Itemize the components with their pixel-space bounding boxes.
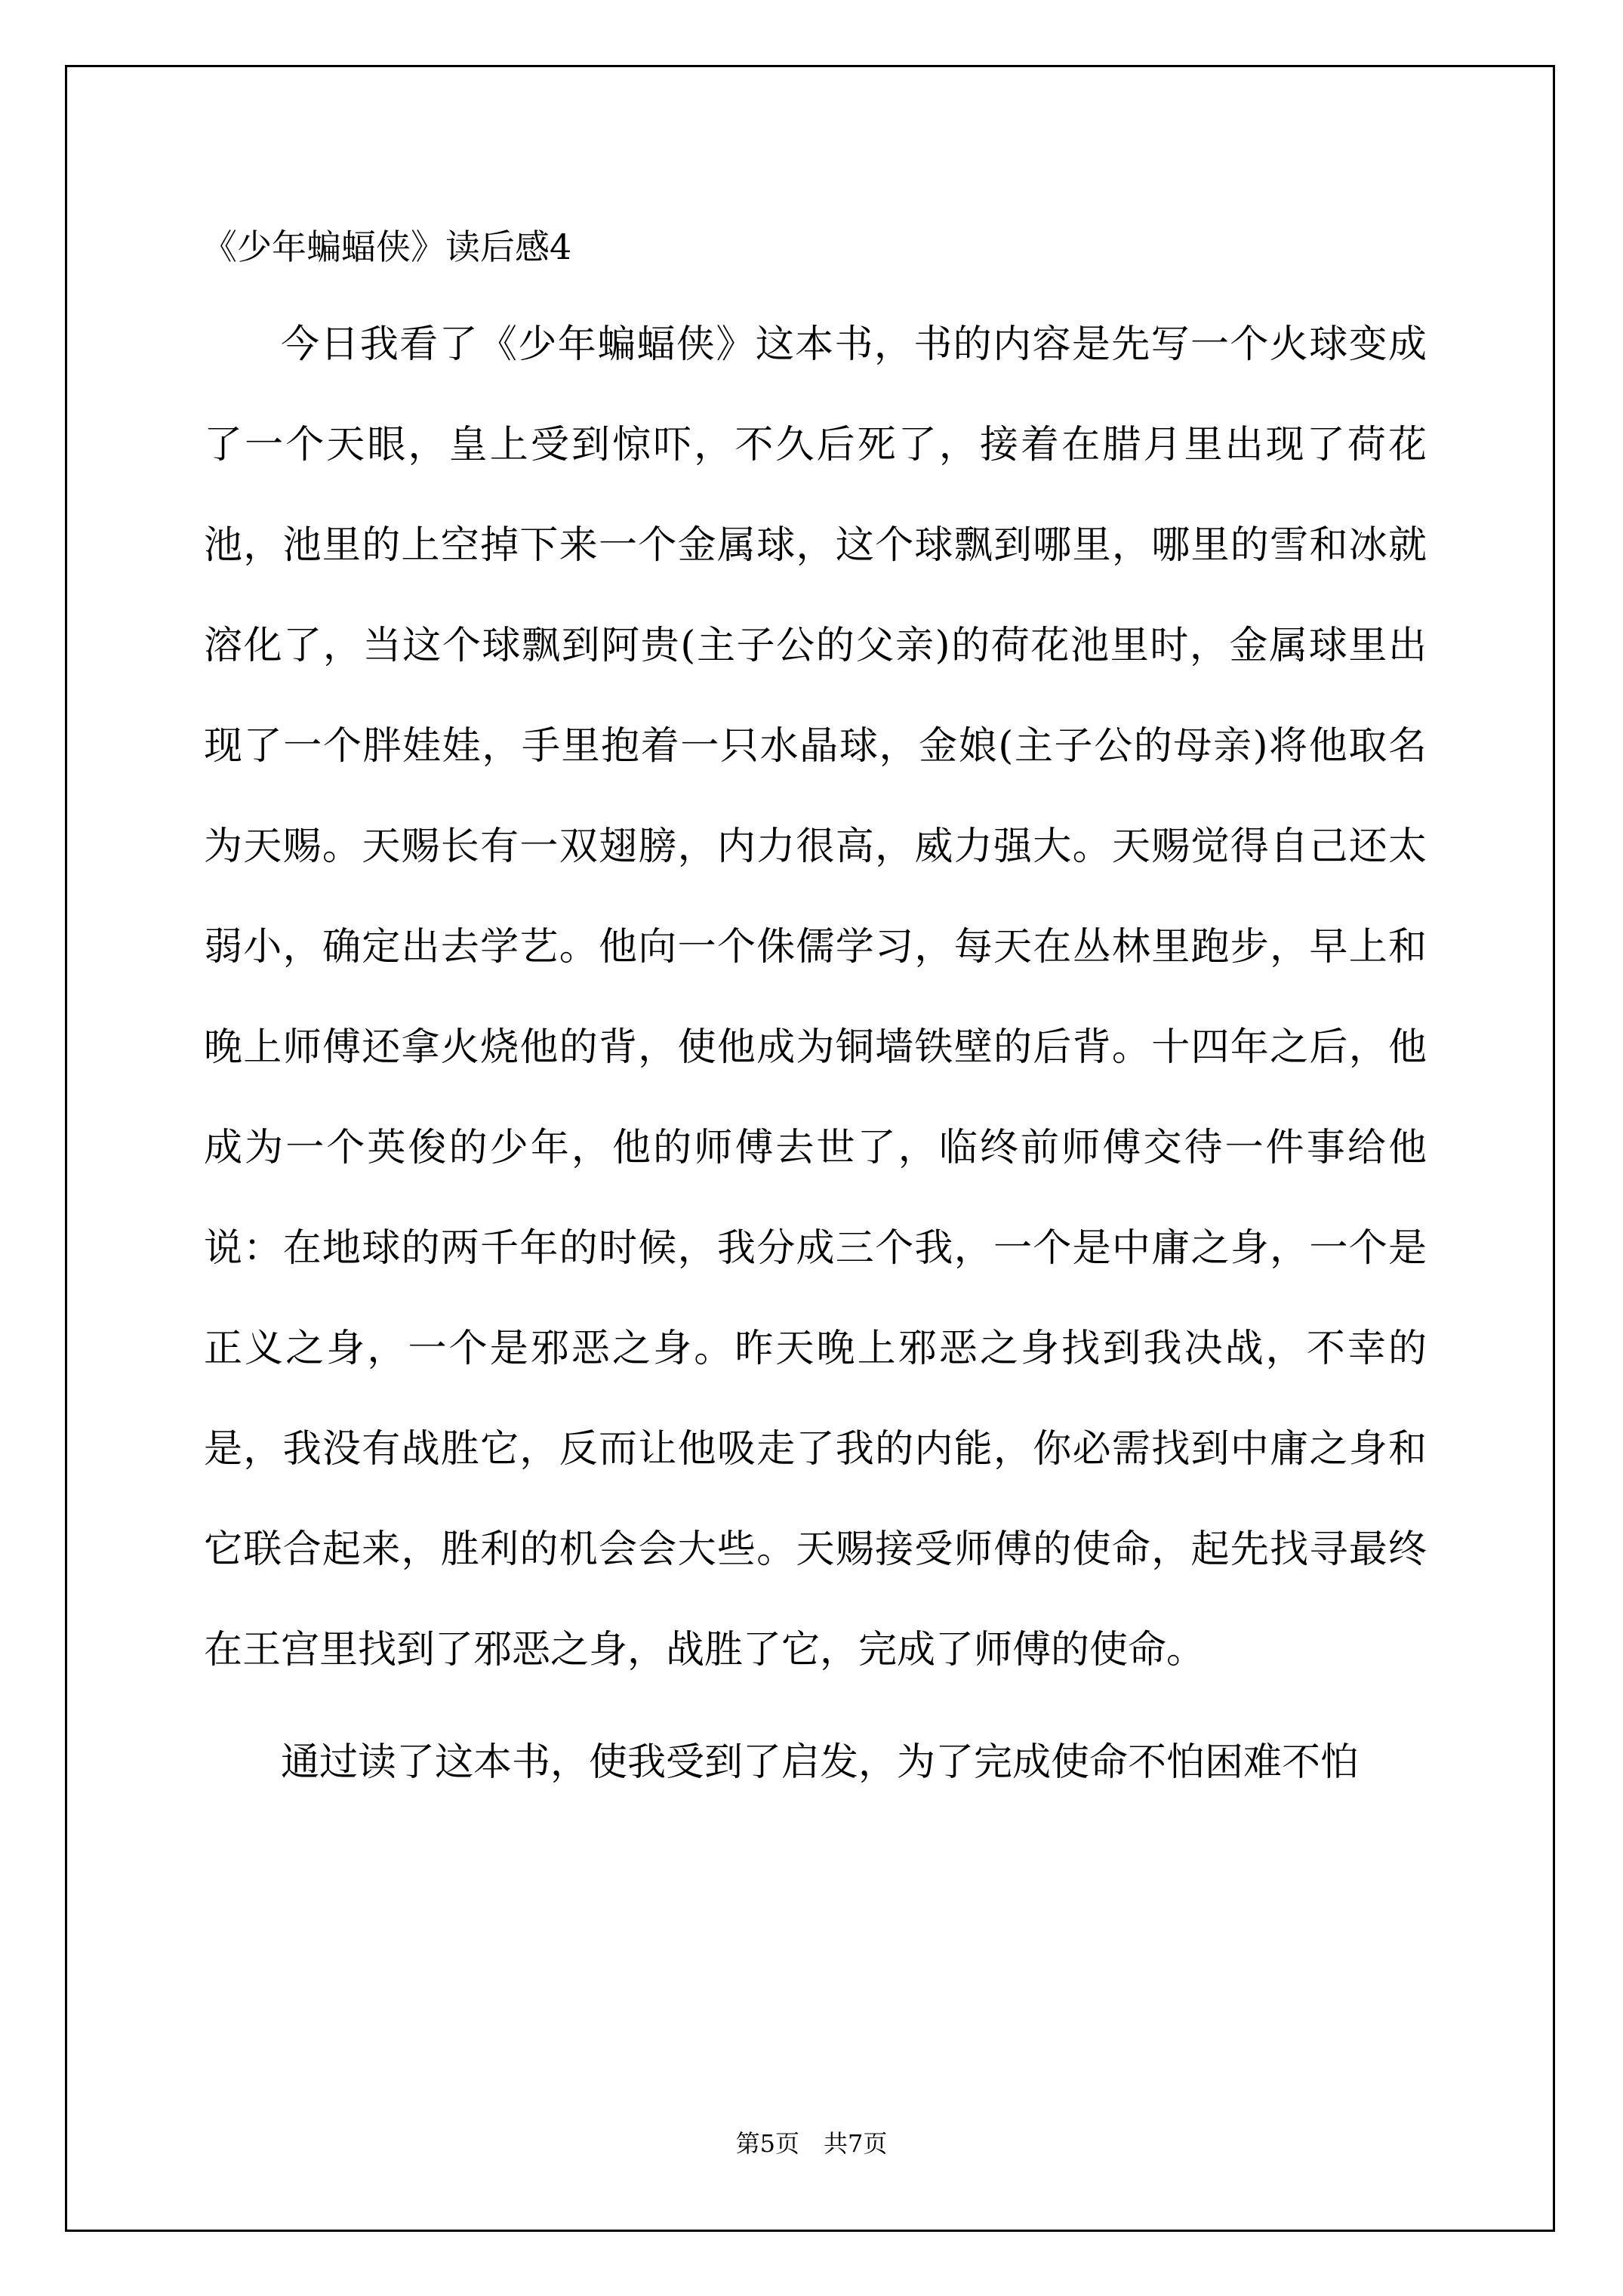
document-title: 《少年蝙蝠侠》读后感4 <box>202 227 572 267</box>
document-body <box>204 294 1427 1813</box>
paragraph-2: 通过读了这本书，使我受到了启发，为了完成使命不怕困难不怕 <box>281 1740 1360 1785</box>
page-number-footer: 第5页 共7页 <box>735 2129 888 2158</box>
paragraph-1: 今日我看了《少年蝙蝠侠》这本书，书的内容是先写一个火球变成了一个天眼，皇上受到惊吓，不久后死了，接着在腊月里出现了荷花池，池里的上空掉下来一个金属球，这个球飘到哪里，哪里的雪和冰就溶化了，当这个球飘到阿贵(主子公的父亲)的荷花池里时，金属球里出现了一个胖娃娃，手里抱着一只水晶球，金娘(主子公的母亲)将他取名为天赐。天赐长有一双翅膀，内力很高，威力强大。天赐觉得自己还太弱小，确定出去学艺。他向一个侏儒学习，每天在丛林里跑步，早上和晚上师傅还拿火烧他的背，使他成为铜墙铁壁的后背。十四年之后，他成为一个英俊的少年，他的师傅去世了，临终前师傅交待一件事给他说：在地球的两千年的时候，我分成三个我，一个是中庸之身，一个是正义之身，一个是邪恶之身。昨天晚上邪恶之身找到我决战，不幸的是，我没有战胜它，反而让他吸走了我的内能，你必需找到中庸之身和它联合起来，胜利的机会会大些。天赐接受师傅的使命，起先找寻最终在王宫里找到了邪恶之身，战胜了它，完成了师傅的使命。 <box>204 322 1427 1672</box>
